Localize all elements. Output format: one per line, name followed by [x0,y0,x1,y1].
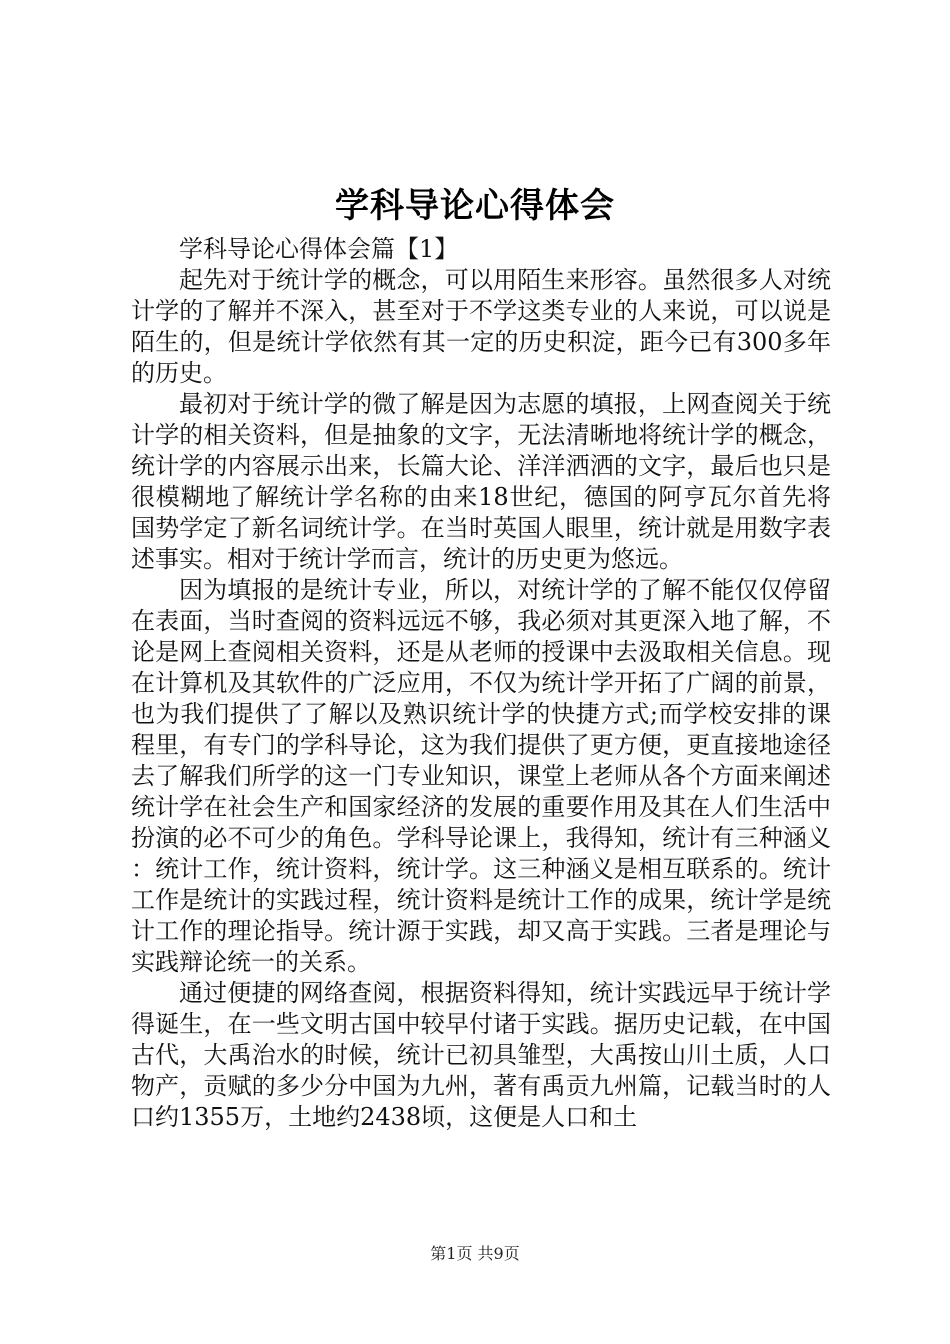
page-number-footer: 第1页 共9页 [430,1244,520,1263]
paragraph-3: 因为填报的是统计专业，所以，对统计学的了解不能仅仅停留在表面，当时查阅的资料远远不够，我必须对其更深入地了解，不论是网上查阅相关资料，还是从老师的授课中去汲取相关信息。现在计算机及其软件的广泛应用，不仅为统计学开拓了广阔的前景，也为我们提供了了解以及熟识统计学的快捷方式;而学校安排的课程里，有专门的学科导论，这为我们提供了更方便，更直接地途径去了解我们所学的这一门专业知识，课堂上老师从各个方面来阐述统计学在社会生产和国家经济的发展的重要作用及其在人们生活中扮演的必不可少的角色。学科导论课上，我得知，统计有三种涵义：统计工作，统计资料，统计学。这三种涵义是相互联系的。统计工作是统计的实践过程，统计资料是统计工作的成果，统计学是统计工作的理论指导。统计源于实践，却又高于实践。三者是理论与实践辩论统一的关系。 [131,576,831,976]
section-heading: 学科导论心得体会篇【1】 [179,235,459,263]
paragraph-4: 通过便捷的网络查阅，根据资料得知，统计实践远早于统计学得诞生，在一些文明古国中较早付诸于实践。据历史记载，在中国古代，大禹治水的时候，统计已初具雏型，大禹按山川土质，人口物产，贡赋的多少分中国为九州，著有禹贡九州篇，记载当时的人口约1355万，土地约2438顷，这便是人口和土 [131,979,831,1131]
paragraph-1: 起先对于统计学的概念，可以用陌生来形容。虽然很多人对统计学的了解并不深入，甚至对于不学这类专业的人来说，可以说是陌生的，但是统计学依然有其一定的历史积淀，距今已有300多年的历史。 [131,266,831,387]
paragraph-2: 最初对于统计学的微了解是因为志愿的填报，上网查阅关于统计学的相关资料，但是抽象的文字，无法清晰地将统计学的概念，统计学的内容展示出来，长篇大论、洋洋洒洒的文字，最后也只是很模糊地了解统计学名称的由来18世纪，德国的阿亨瓦尔首先将国势学定了新名词统计学。在当时英国人眼里，统计就是用数字表述事实。相对于统计学而言，统计的历史更为悠远。 [131,390,831,573]
document-body [131,234,831,1133]
document-title: 学科导论心得体会 [335,186,615,226]
